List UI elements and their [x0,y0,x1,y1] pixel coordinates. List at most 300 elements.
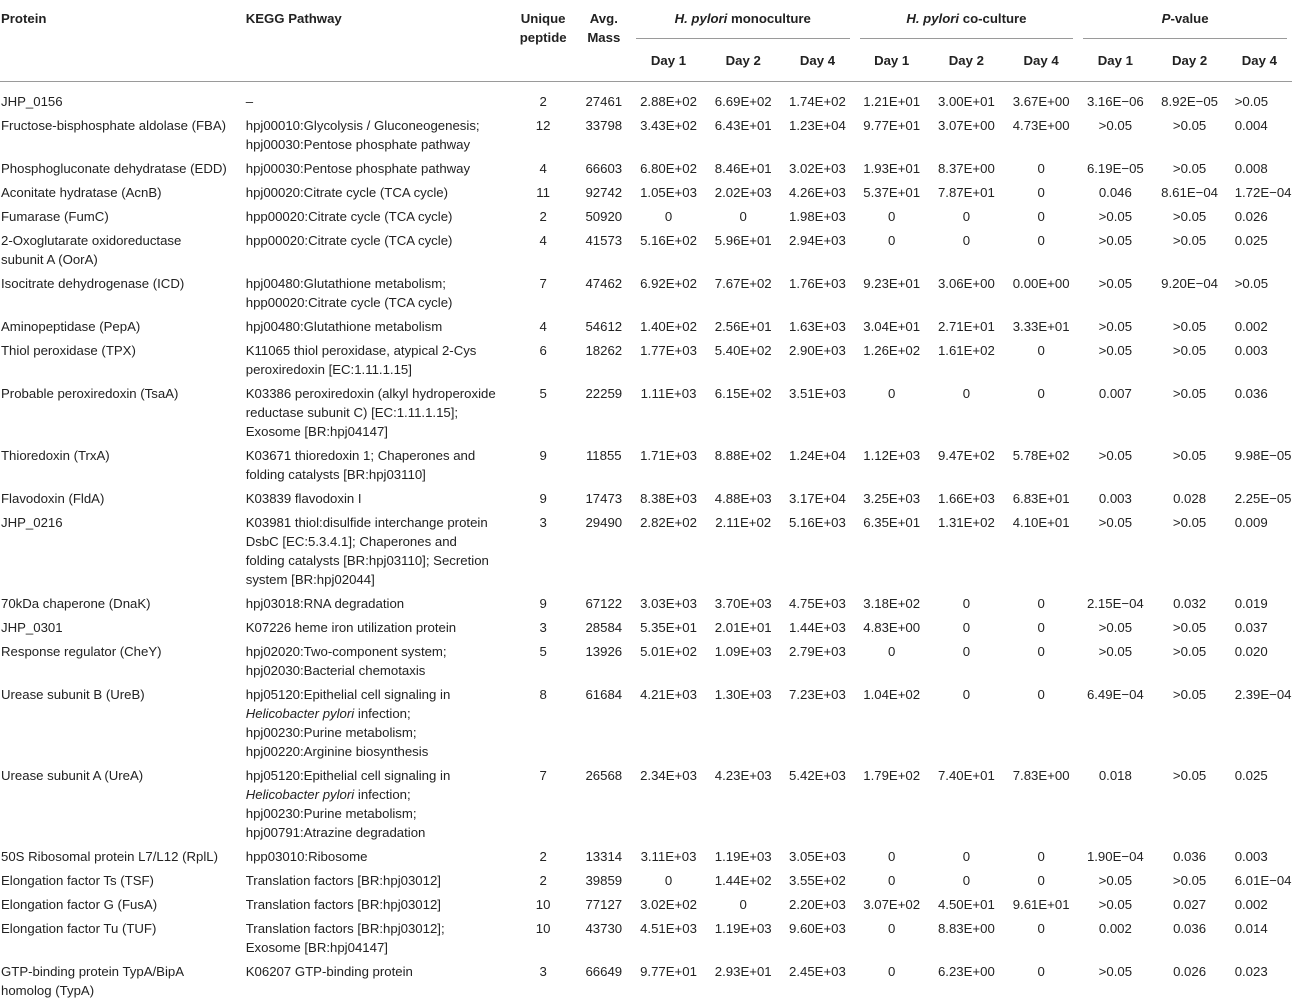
cell-mono-day1: 3.43E+02 [640,118,697,133]
cell-avg-mass: 11855 [585,448,622,463]
table-row [0,272,1292,315]
cell-pvalue-day4: 0.026 [1234,209,1268,224]
cell-pvalue-day2: 0.028 [1173,491,1207,506]
cell-mono-day1: 8.38E+03 [640,491,697,506]
cell-co-day4: 5.78E+02 [1012,448,1070,463]
col-header-day: Day 1 [855,42,929,82]
cell-avg-mass: 13926 [585,644,623,659]
cell-co-day2: 3.06E+00 [937,276,995,291]
table-row [0,845,1292,869]
cell-mono-day2: 2.11E+02 [715,515,772,530]
cell-kegg-pathway: hpj05120:Epithelial cell signaling in Helicobacter pylori infection; hpj00230:Purine metabolism; hpj00791:Atrazine degradation [245,768,451,840]
cell-mono-day4: 3.51E+03 [789,386,846,401]
cell-unique-peptide: 5 [539,644,547,659]
cell-protein: Fructose-bisphosphate aldolase (FBA) [1,118,227,133]
cell-pvalue-day2: >0.05 [1172,644,1207,659]
cell-pvalue-day4: 0.003 [1234,849,1268,864]
cell-pvalue-day4: 0.004 [1234,118,1268,133]
cell-protein: JHP_0301 [1,620,63,635]
cell-unique-peptide: 7 [539,768,547,783]
cell-mono-day2: 6.15E+02 [714,386,772,401]
cell-protein: Thioredoxin (TrxA) [1,448,110,463]
cell-kegg-pathway: K07226 heme iron utilization protein [245,620,457,635]
cell-kegg-pathway: hpp03010:Ribosome [245,849,368,864]
cell-co-day1: 6.35E+01 [863,515,921,530]
cell-co-day4: 0 [1037,644,1045,659]
cell-mono-day1: 4.51E+03 [640,921,697,936]
cell-co-day1: 4.83E+00 [863,620,921,635]
cell-co-day2: 0 [962,209,971,224]
cell-kegg-pathway: hpj05120:Epithelial cell signaling in Helicobacter pylori infection; hpj00230:Purine metabolism; hpj00220:Arginine biosynthesis [245,687,451,759]
cell-mono-day2: 4.88E+03 [714,491,772,506]
cell-mono-day2: 8.88E+02 [714,448,772,463]
cell-co-day2: 0 [962,849,971,864]
cell-pvalue-day2: >0.05 [1172,319,1207,334]
cell-avg-mass: 66649 [585,964,623,979]
cell-co-day4: 0 [1037,343,1045,358]
cell-mono-day4: 5.42E+03 [789,768,846,783]
cell-co-day4: 3.67E+00 [1012,94,1070,109]
cell-co-day4: 0 [1037,209,1045,224]
table-row [0,917,1292,960]
cell-pvalue-day4: 0.020 [1234,644,1268,659]
cell-mono-day4: 1.76E+03 [789,276,846,291]
cell-mono-day2: 2.02E+03 [714,185,772,200]
cell-mono-day2: 7.67E+02 [714,276,772,291]
cell-mono-day2: 1.09E+03 [714,644,772,659]
cell-kegg-pathway: K11065 thiol peroxidase, atypical 2-Cys peroxiredoxin [EC:1.11.1.15] [245,343,477,377]
col-header-protein: Protein [0,0,245,82]
table-row [0,640,1292,683]
cell-mono-day1: 1.77E+03 [640,343,697,358]
cell-pvalue-day2: 8.92E−05 [1161,94,1218,109]
cell-mono-day4: 4.26E+03 [789,185,846,200]
cell-avg-mass: 26568 [585,768,623,783]
cell-mono-day1: 9.77E+01 [640,964,697,979]
col-header-day: Day 4 [1004,42,1078,82]
cell-pvalue-day4: 2.39E−04 [1234,687,1292,702]
cell-protein: 50S Ribosomal protein L7/L12 (RplL) [1,849,218,864]
cell-mono-day1: 3.02E+02 [640,897,697,912]
cell-protein: Isocitrate dehydrogenase (ICD) [1,276,185,291]
cell-mono-day4: 5.16E+03 [789,515,846,530]
cell-avg-mass: 27461 [585,94,623,109]
cell-pvalue-day4: 0.037 [1234,620,1268,635]
cell-pvalue-day4: >0.05 [1234,94,1269,109]
table-row [0,960,1292,1003]
cell-kegg-pathway: hpj02020:Two-component system; hpj02030:Bacterial chemotaxis [245,644,447,678]
cell-co-day4: 0 [1037,620,1045,635]
cell-co-day4: 4.73E+00 [1012,118,1070,133]
cell-pvalue-day4: 0.003 [1234,343,1268,358]
col-header-day: Day 2 [929,42,1004,82]
cell-unique-peptide: 9 [539,596,547,611]
table-body [0,82,1292,1003]
cell-mono-day2: 1.19E+03 [714,849,772,864]
cell-unique-peptide: 9 [539,448,547,463]
cell-protein: JHP_0216 [1,515,63,530]
cell-pvalue-day4: 1.72E−04 [1234,185,1292,200]
table-row [0,339,1292,382]
cell-co-day1: 0 [888,921,896,936]
cell-mono-day1: 0 [664,209,673,224]
cell-mono-day1: 1.40E+02 [640,319,697,334]
cell-kegg-pathway: hpj00020:Citrate cycle (TCA cycle) [245,185,449,200]
cell-avg-mass: 13314 [585,849,623,864]
cell-pvalue-day4: 0.009 [1234,515,1268,530]
cell-mono-day1: 6.80E+02 [640,161,697,176]
cell-co-day2: 0 [962,386,971,401]
cell-co-day4: 7.83E+00 [1012,768,1070,783]
cell-pvalue-day2: >0.05 [1172,343,1207,358]
table-row [0,444,1292,487]
cell-pvalue-day1: >0.05 [1098,209,1133,224]
cell-mono-day4: 2.90E+03 [789,343,846,358]
cell-co-day4: 9.61E+01 [1012,897,1070,912]
cell-co-day1: 3.25E+03 [863,491,921,506]
cell-mono-day1: 5.35E+01 [640,620,697,635]
cell-mono-day2: 1.19E+03 [714,921,772,936]
col-header-day: Day 2 [706,42,780,82]
cell-pvalue-day1: >0.05 [1098,343,1133,358]
cell-kegg-pathway: K06207 GTP-binding protein [245,964,413,979]
cell-co-day1: 0 [888,964,896,979]
cell-co-day1: 1.04E+02 [863,687,921,702]
table-row [0,869,1292,893]
cell-avg-mass: 33798 [585,118,623,133]
cell-pvalue-day1: 6.19E−05 [1086,161,1144,176]
cell-kegg-pathway: hpj00030:Pentose phosphate pathway [245,161,471,176]
cell-mono-day4: 2.20E+03 [789,897,846,912]
cell-pvalue-day2: 8.61E−04 [1161,185,1218,200]
cell-unique-peptide: 3 [539,964,547,979]
col-header-kegg: KEGG Pathway [245,0,510,82]
cell-kegg-pathway: hpp00020:Citrate cycle (TCA cycle) [245,209,453,224]
cell-co-day2: 0 [962,873,971,888]
cell-mono-day2: 3.70E+03 [714,596,772,611]
cell-co-day1: 0 [888,644,896,659]
table-row [0,616,1292,640]
cell-mono-day1: 1.05E+03 [640,185,697,200]
cell-pvalue-day1: 2.15E−04 [1086,596,1144,611]
col-header-day: Day 2 [1152,42,1226,82]
cell-co-day2: 1.66E+03 [937,491,995,506]
cell-mono-day4: 1.98E+03 [789,209,846,224]
cell-unique-peptide: 10 [535,897,551,912]
cell-protein: Aconitate hydratase (AcnB) [1,185,162,200]
cell-pvalue-day1: 0.018 [1098,768,1132,783]
group-mono-species: H. pylori [674,11,728,26]
cell-co-day2: 6.23E+00 [937,964,995,979]
cell-pvalue-day2: >0.05 [1172,233,1207,248]
cell-pvalue-day2: >0.05 [1172,161,1207,176]
cell-protein: Phosphogluconate dehydratase (EDD) [1,161,227,176]
table-row [0,592,1292,616]
cell-co-day2: 8.37E+00 [937,161,995,176]
group-p-label: -value [1170,11,1209,26]
cell-mono-day4: 2.94E+03 [789,233,846,248]
cell-mono-day4: 3.02E+03 [789,161,846,176]
cell-co-day4: 0 [1037,233,1045,248]
cell-avg-mass: 41573 [585,233,623,248]
group-header-pvalue [1078,0,1292,42]
cell-avg-mass: 92742 [585,185,623,200]
cell-co-day4: 0 [1037,873,1045,888]
cell-avg-mass: 28584 [585,620,623,635]
cell-kegg-pathway: Translation factors [BR:hpj03012]; Exosome [BR:hpj04147] [245,921,445,955]
cell-pvalue-day2: >0.05 [1172,209,1207,224]
cell-pvalue-day1: >0.05 [1098,897,1133,912]
cell-unique-peptide: 2 [539,849,547,864]
table-row [0,893,1292,917]
cell-co-day4: 0 [1037,596,1045,611]
table-row [0,511,1292,592]
cell-co-day2: 0 [962,233,971,248]
cell-avg-mass: 43730 [585,921,623,936]
cell-mono-day2: 0 [739,897,747,912]
cell-kegg-pathway: hpj00480:Glutathione metabolism; hpp00020:Citrate cycle (TCA cycle) [245,276,453,310]
cell-protein: Probable peroxiredoxin (TsaA) [1,386,179,401]
cell-protein: Response regulator (CheY) [1,644,162,659]
cell-mono-day2: 6.69E+02 [714,94,772,109]
cell-mono-day1: 1.71E+03 [640,448,697,463]
cell-kegg-pathway: K03839 flavodoxin I [245,491,362,506]
cell-co-day2: 1.31E+02 [937,515,995,530]
cell-pvalue-day4: 0.023 [1234,964,1268,979]
cell-pvalue-day2: >0.05 [1172,873,1207,888]
cell-co-day2: 4.50E+01 [937,897,995,912]
cell-mono-day1: 4.21E+03 [640,687,697,702]
cell-protein: Thiol peroxidase (TPX) [1,343,136,358]
cell-mono-day4: 3.55E+02 [789,873,846,888]
cell-co-day1: 1.21E+01 [863,94,921,109]
cell-mono-day2: 0 [739,209,747,224]
cell-pvalue-day2: >0.05 [1172,515,1207,530]
cell-mono-day1: 3.11E+03 [640,849,697,864]
cell-pvalue-day2: 0.036 [1173,921,1207,936]
cell-mono-day4: 2.45E+03 [789,964,846,979]
cell-unique-peptide: 7 [539,276,547,291]
col-header-day: Day 1 [631,42,706,82]
cell-co-day2: 0 [962,596,971,611]
group-header-coculture [855,0,1079,42]
cell-co-day1: 3.07E+02 [863,897,921,912]
cell-unique-peptide: 9 [539,491,547,506]
cell-pvalue-day1: >0.05 [1098,620,1133,635]
cell-unique-peptide: 8 [539,687,547,702]
cell-avg-mass: 29490 [585,515,623,530]
cell-mono-day2: 1.44E+02 [714,873,772,888]
cell-pvalue-day2: >0.05 [1172,768,1207,783]
cell-pvalue-day4: >0.05 [1234,276,1269,291]
cell-co-day4: 0 [1037,185,1045,200]
cell-protein: Urease subunit B (UreB) [1,687,145,702]
cell-avg-mass: 18262 [585,343,623,358]
cell-mono-day4: 2.79E+03 [789,644,846,659]
cell-kegg-pathway: Translation factors [BR:hpj03012] [245,873,441,888]
cell-pvalue-day2: >0.05 [1172,687,1207,702]
cell-co-day2: 0 [962,687,971,702]
cell-unique-peptide: 4 [539,161,547,176]
cell-pvalue-day4: 0.025 [1234,768,1268,783]
cell-mono-day1: 2.88E+02 [640,94,697,109]
cell-co-day2: 3.00E+01 [937,94,995,109]
cell-co-day1: 0 [888,849,896,864]
cell-co-day4: 0 [1037,386,1045,401]
cell-pvalue-day2: 9.20E−04 [1161,276,1218,291]
table-row [0,205,1292,229]
cell-co-day1: 5.37E+01 [863,185,921,200]
cell-pvalue-day1: 0.007 [1098,386,1132,401]
cell-mono-day1: 1.11E+03 [640,386,697,401]
cell-pvalue-day4: 0.002 [1234,897,1268,912]
col-header-day: Day 1 [1078,42,1152,82]
cell-co-day1: 0 [888,386,896,401]
cell-pvalue-day2: 0.027 [1173,897,1207,912]
cell-avg-mass: 17473 [585,491,623,506]
cell-co-day4: 6.83E+01 [1012,491,1070,506]
cell-unique-peptide: 11 [536,185,550,200]
cell-co-day4: 0 [1037,687,1045,702]
cell-kegg-pathway: K03981 thiol:disulfide interchange protein DsbC [EC:5.3.4.1]; Chaperones and folding catalysts [BR:hpj03110]; Secretion system [BR:hpj02044] [245,515,489,587]
cell-co-day4: 0 [1037,161,1045,176]
cell-unique-peptide: 2 [539,209,547,224]
cell-unique-peptide: 10 [535,921,551,936]
cell-pvalue-day1: >0.05 [1098,233,1133,248]
cell-pvalue-day1: 0.002 [1098,921,1132,936]
cell-co-day1: 0 [888,209,896,224]
cell-pvalue-day1: >0.05 [1098,964,1133,979]
cell-co-day1: 9.23E+01 [863,276,921,291]
cell-co-day1: 3.04E+01 [863,319,921,334]
table-row [0,683,1292,764]
cell-pvalue-day2: >0.05 [1172,118,1207,133]
cell-mono-day4: 3.17E+04 [789,491,846,506]
cell-co-day2: 3.07E+00 [937,118,995,133]
cell-pvalue-day4: 0.014 [1234,921,1268,936]
cell-kegg-pathway: K03671 thioredoxin 1; Chaperones and folding catalysts [BR:hpj03110] [245,448,476,482]
cell-co-day2: 0 [962,620,971,635]
cell-pvalue-day4: 9.98E−05 [1234,448,1292,463]
table-row [0,157,1292,181]
cell-co-day1: 1.12E+03 [863,448,921,463]
cell-pvalue-day1: >0.05 [1098,448,1133,463]
cell-unique-peptide: 2 [539,94,547,109]
cell-pvalue-day4: 0.008 [1234,161,1268,176]
cell-unique-peptide: 3 [539,620,547,635]
cell-mono-day4: 1.24E+04 [789,448,846,463]
cell-co-day2: 1.61E+02 [937,343,995,358]
cell-pvalue-day4: 0.025 [1234,233,1268,248]
cell-mono-day4: 1.23E+04 [789,118,846,133]
col-header-avg-mass: Avg. Mass [577,0,631,82]
cell-co-day4: 0 [1037,921,1045,936]
cell-unique-peptide: 6 [539,343,547,358]
cell-mono-day1: 0 [664,873,673,888]
cell-mono-day4: 1.63E+03 [789,319,846,334]
cell-pvalue-day2: >0.05 [1172,448,1207,463]
cell-unique-peptide: 3 [539,515,547,530]
cell-mono-day2: 5.40E+02 [714,343,772,358]
cell-kegg-pathway: Translation factors [BR:hpj03012] [245,897,441,912]
table-row [0,764,1292,845]
cell-co-day1: 0 [888,873,896,888]
cell-protein: 2-Oxoglutarate oxidoreductase subunit A (OorA) [1,233,182,267]
cell-protein: Flavodoxin (FldA) [1,491,105,506]
cell-pvalue-day2: 0.026 [1173,964,1207,979]
group-co-species: H. pylori [906,11,960,26]
cell-unique-peptide: 12 [535,118,551,133]
col-header-day: Day 4 [1227,42,1292,82]
cell-kegg-pathway: hpj00480:Glutathione metabolism [245,319,443,334]
cell-mono-day2: 8.46E+01 [714,161,772,176]
group-mono-label: monoculture [727,11,811,26]
cell-unique-peptide: 4 [539,319,547,334]
cell-co-day2: 0 [962,644,971,659]
cell-mono-day2: 6.43E+01 [714,118,772,133]
cell-protein: Elongation factor G (FusA) [1,897,158,912]
cell-protein: 70kDa chaperone (DnaK) [1,596,151,611]
cell-pvalue-day1: >0.05 [1098,319,1133,334]
cell-co-day2: 9.47E+02 [937,448,995,463]
cell-avg-mass: 22259 [585,386,623,401]
cell-co-day4: 0 [1037,849,1045,864]
cell-mono-day1: 2.82E+02 [640,515,697,530]
cell-pvalue-day2: 0.032 [1173,596,1207,611]
cell-mono-day1: 6.92E+02 [640,276,697,291]
col-header-unique-peptide: Unique peptide [510,0,577,82]
cell-pvalue-day4: 2.25E−05 [1234,491,1292,506]
cell-mono-day2: 2.01E+01 [714,620,772,635]
cell-co-day2: 7.40E+01 [937,768,995,783]
cell-mono-day1: 3.03E+03 [640,596,697,611]
table-row [0,382,1292,444]
table-row [0,114,1292,157]
cell-pvalue-day1: 6.49E−04 [1086,687,1144,702]
cell-kegg-pathway: K03386 peroxiredoxin (alkyl hydroperoxide reductase subunit C) [EC:1.11.1.15]; Exosome [BR:hpj04147] [245,386,496,439]
cell-avg-mass: 47462 [585,276,623,291]
cell-co-day2: 7.87E+01 [937,185,995,200]
cell-co-day2: 2.71E+01 [937,319,995,334]
col-header-day: Day 4 [780,42,854,82]
cell-pvalue-day2: >0.05 [1172,620,1207,635]
cell-pvalue-day1: 0.046 [1098,185,1132,200]
cell-kegg-pathway: hpj03018:RNA degradation [245,596,405,611]
table-row [0,181,1292,205]
cell-mono-day4: 1.44E+03 [789,620,846,635]
cell-pvalue-day2: 0.036 [1173,849,1207,864]
cell-mono-day4: 7.23E+03 [789,687,846,702]
cell-protein: Aminopeptidase (PepA) [1,319,141,334]
cell-co-day1: 1.26E+02 [863,343,921,358]
cell-co-day4: 4.10E+01 [1012,515,1070,530]
cell-avg-mass: 66603 [585,161,623,176]
table-row [0,315,1292,339]
group-header-monoculture [631,0,855,42]
table-row [0,82,1292,114]
cell-co-day1: 1.79E+02 [863,768,921,783]
cell-avg-mass: 67122 [585,596,623,611]
cell-avg-mass: 50920 [585,209,623,224]
cell-avg-mass: 54612 [585,319,623,334]
cell-pvalue-day4: 6.01E−04 [1234,873,1292,888]
cell-avg-mass: 61684 [585,687,623,702]
cell-protein: Urease subunit A (UreA) [1,768,144,783]
cell-pvalue-day1: >0.05 [1098,873,1133,888]
cell-co-day1: 0 [888,233,896,248]
cell-pvalue-day1: >0.05 [1098,118,1133,133]
cell-pvalue-day1: 1.90E−04 [1086,849,1144,864]
